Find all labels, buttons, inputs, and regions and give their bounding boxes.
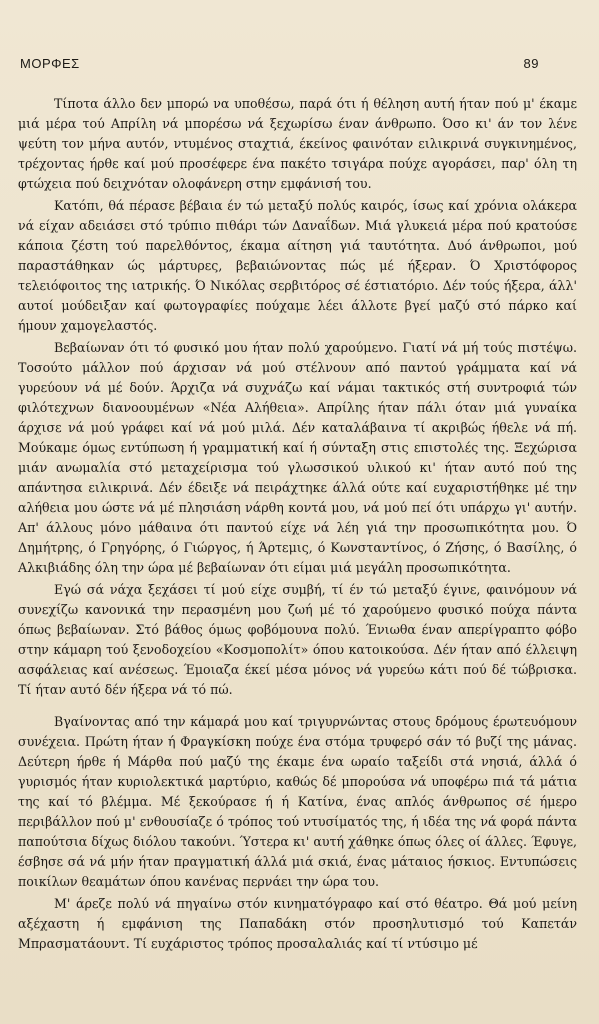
paragraph: Βεβαίωναν ότι τό φυσικό μου ήταν πολύ χαρούμενο. Γιατί νά μή τούς πιστέψω. Τοσούτο μάλλον πού άρχισαν νά μού στέλνουν από παντού γράμματα καί νά γυρεύουν νά μέ δούν. Άρχιζα νά συχνάζω καί νάμαι τακτικός στή συντροφιά τών φιλότεχνων διανοουμένων «Νέα Αλήθεια». Απρίλης ήταν πάλι όταν μιά γυναίκα άρχισε νά μού γράφει καί νά μού μιλά. Δέν καταλάβαινα τί ακριβώς ήθελε νά πή. Μούκαμε όμως εντύπωση ή γραμματική καί ή σύνταξη στις επιστολές της. Ξεχώρισα μιάν ανωμαλία στό μεταχείρισμα τού γλωσσικού υλικού κι' ήταν αυτό πού της απάντησα ειλικρινά. Δέν έδειξε νά πειράχτηκε άλλά ούτε καί ευχαριστήθηκε μέ την αλήθεια μου ώστε νά μέ πλησιάση νάρθη κοντά μου, νά μού πεί ότι υπάρχω γι' αυτήν. Απ' άλλους μόνο μάθαινα ότι παντού είχε νά λέη γιά την προσωπικότητα μου. Ό Δημήτρης, ό Γρηγόρης, ό Γιώργος, ή Άρτεμις, ό Κωνσταντίνος, ό Ζήσης, ό Βασίλης, ό Αλκιβιάδης όλη την ώρα μέ βεβαίωναν ότι είμαι μιά μεγάλη προσωπικότητα. (18, 340, 577, 575)
page-number: 89 (523, 56, 539, 71)
paragraph: Βγαίνοντας από την κάμαρά μου καί τριγυρνώντας στους δρόμους έρωτευόμουν συνέχεια. Πρώτη ήταν ή Φραγκίσκη πούχε ένα στόμα τρυφερό σάν τό βυζί της μάνας. Δεύτερη ήρθε ή Μάρθα πού μαζύ της έκαμε ένα ωραίο ταξείδι στά νησιά, άλλά ό γυρισμός ήταν κυριολεκτικά μαρτύριο, καθώς δέ μπορούσα νά υποφέρω πιά τά μάτια της καί τό βλέμμα. Μέ ξεκούρασε ή ή Κατίνα, ένας απλός άνθρωπος σέ ήμερο περιβάλλον πού μ' ενθουσίαζε ό τρόπος τού ντυσίματός της, ή ιδέα της νά φορά πάντα παπούτσια δίχως διόλου τακούνι. Ύστερα κι' αυτή χάθηκε όπως όλες οί άλλες. Έφυγε, έσβησε σά νά μήν ήταν πραγματική άλλά μιά σκιά, ένας μάταιος ήσκιος. Εντυπώσεις ποικίλων θεαμάτων όπου κανένας περνάει την ώρα του. (18, 714, 577, 889)
paragraph: Μ' άρεζε πολύ νά πηγαίνω στόν κινηματόγραφο καί στό θέατρο. Θά μού μείνη αξέχαστη ή εμφάνιση της Παπαδάκη στόν προσηλυτισμό τού Καπετάν Μπρασματάουντ. Τί ευχάριστος τρόπος προσαλαλιάς καί τί ντύσιμο μέ (18, 896, 577, 951)
running-head: ΜΟΡΦΕΣ (20, 56, 80, 71)
paragraph: Κατόπι, θά πέρασε βέβαια έν τώ μεταξύ πολύς καιρός, ίσως καί χρόνια ολάκερα νά είχαν αδειάσει στό τρύπιο πιθάρι τών Δαναΐδων. Μιά γλυκειά μέρα πού κρατούσε κάποια ζέστη τού παρελθόντος, έκαμα αίτηση γιά ταυτότητα. Δυό άνθρωποι, μού παραστάθηκαν ώς μάρτυρες, βεβαιώνοντας πώς μέ ήξεραν. Ό Χριστόφορος τελειόφοιτος της ιατρικής. Ό Νικόλας σερβιτόρος σέ έστιατόριο. Δέν τούς ήξερα, άλλ' αυτοί μούδειξαν καί φωτογραφίες πούχαμε λέει άλλοτε βγεί μαζύ στό πάρκο καί ήμουν χαμογελαστός. (18, 198, 577, 333)
body-text (18, 94, 577, 956)
page-header (20, 56, 539, 76)
paragraph: Τίποτα άλλο δεν μπορώ να υποθέσω, παρά ότι ή θέληση αυτή ήταν πού μ' έκαμε μιά μέρα τού Απρίλη νά μπορέσω νά ξεχωρίσω έναν άνθρωπο. Όσο κι' άν τον λένε ψεύτη τον μήνα αυτόν, ντυμένος σταχτιά, έκείνος φαινόταν ειλικρινά συγκινημένος, τρέχοντας ήρθε καί μού προσέφερε ένα πακέτο τσιγάρα πούχε αγοράσει, παρ' όλη τη φτώχεια πού δειχνόταν ολοφάνερη στην εμφάνισή του. (18, 96, 577, 191)
paragraph: Εγώ σά νάχα ξεχάσει τί μού είχε συμβή, τί έν τώ μεταξύ έγινε, φαινόμουν νά συνεχίζω κανονικά την περασμένη μου ζωή μέ τό χαρούμενο φυσικό πούχα πάντα όπως βεβαίωναν. Στό βάθος όμως φοβόμουνα πολύ. Ένιωθα έναν απερίγραπτο φόβο στην κάμαρη τού ξενοδοχείου «Κοσμοπολίτ» όπου κατοικούσα. Δέν ήταν από έλλειψη ασφάλειας καί ανέσεως. Έμοιαζα έκεί μέσα μόνος νά γυρεύω κάτι πού δέ τώβρισκα. Τί ήταν αυτό δέν ήξερα νά τό πώ. (18, 582, 577, 697)
